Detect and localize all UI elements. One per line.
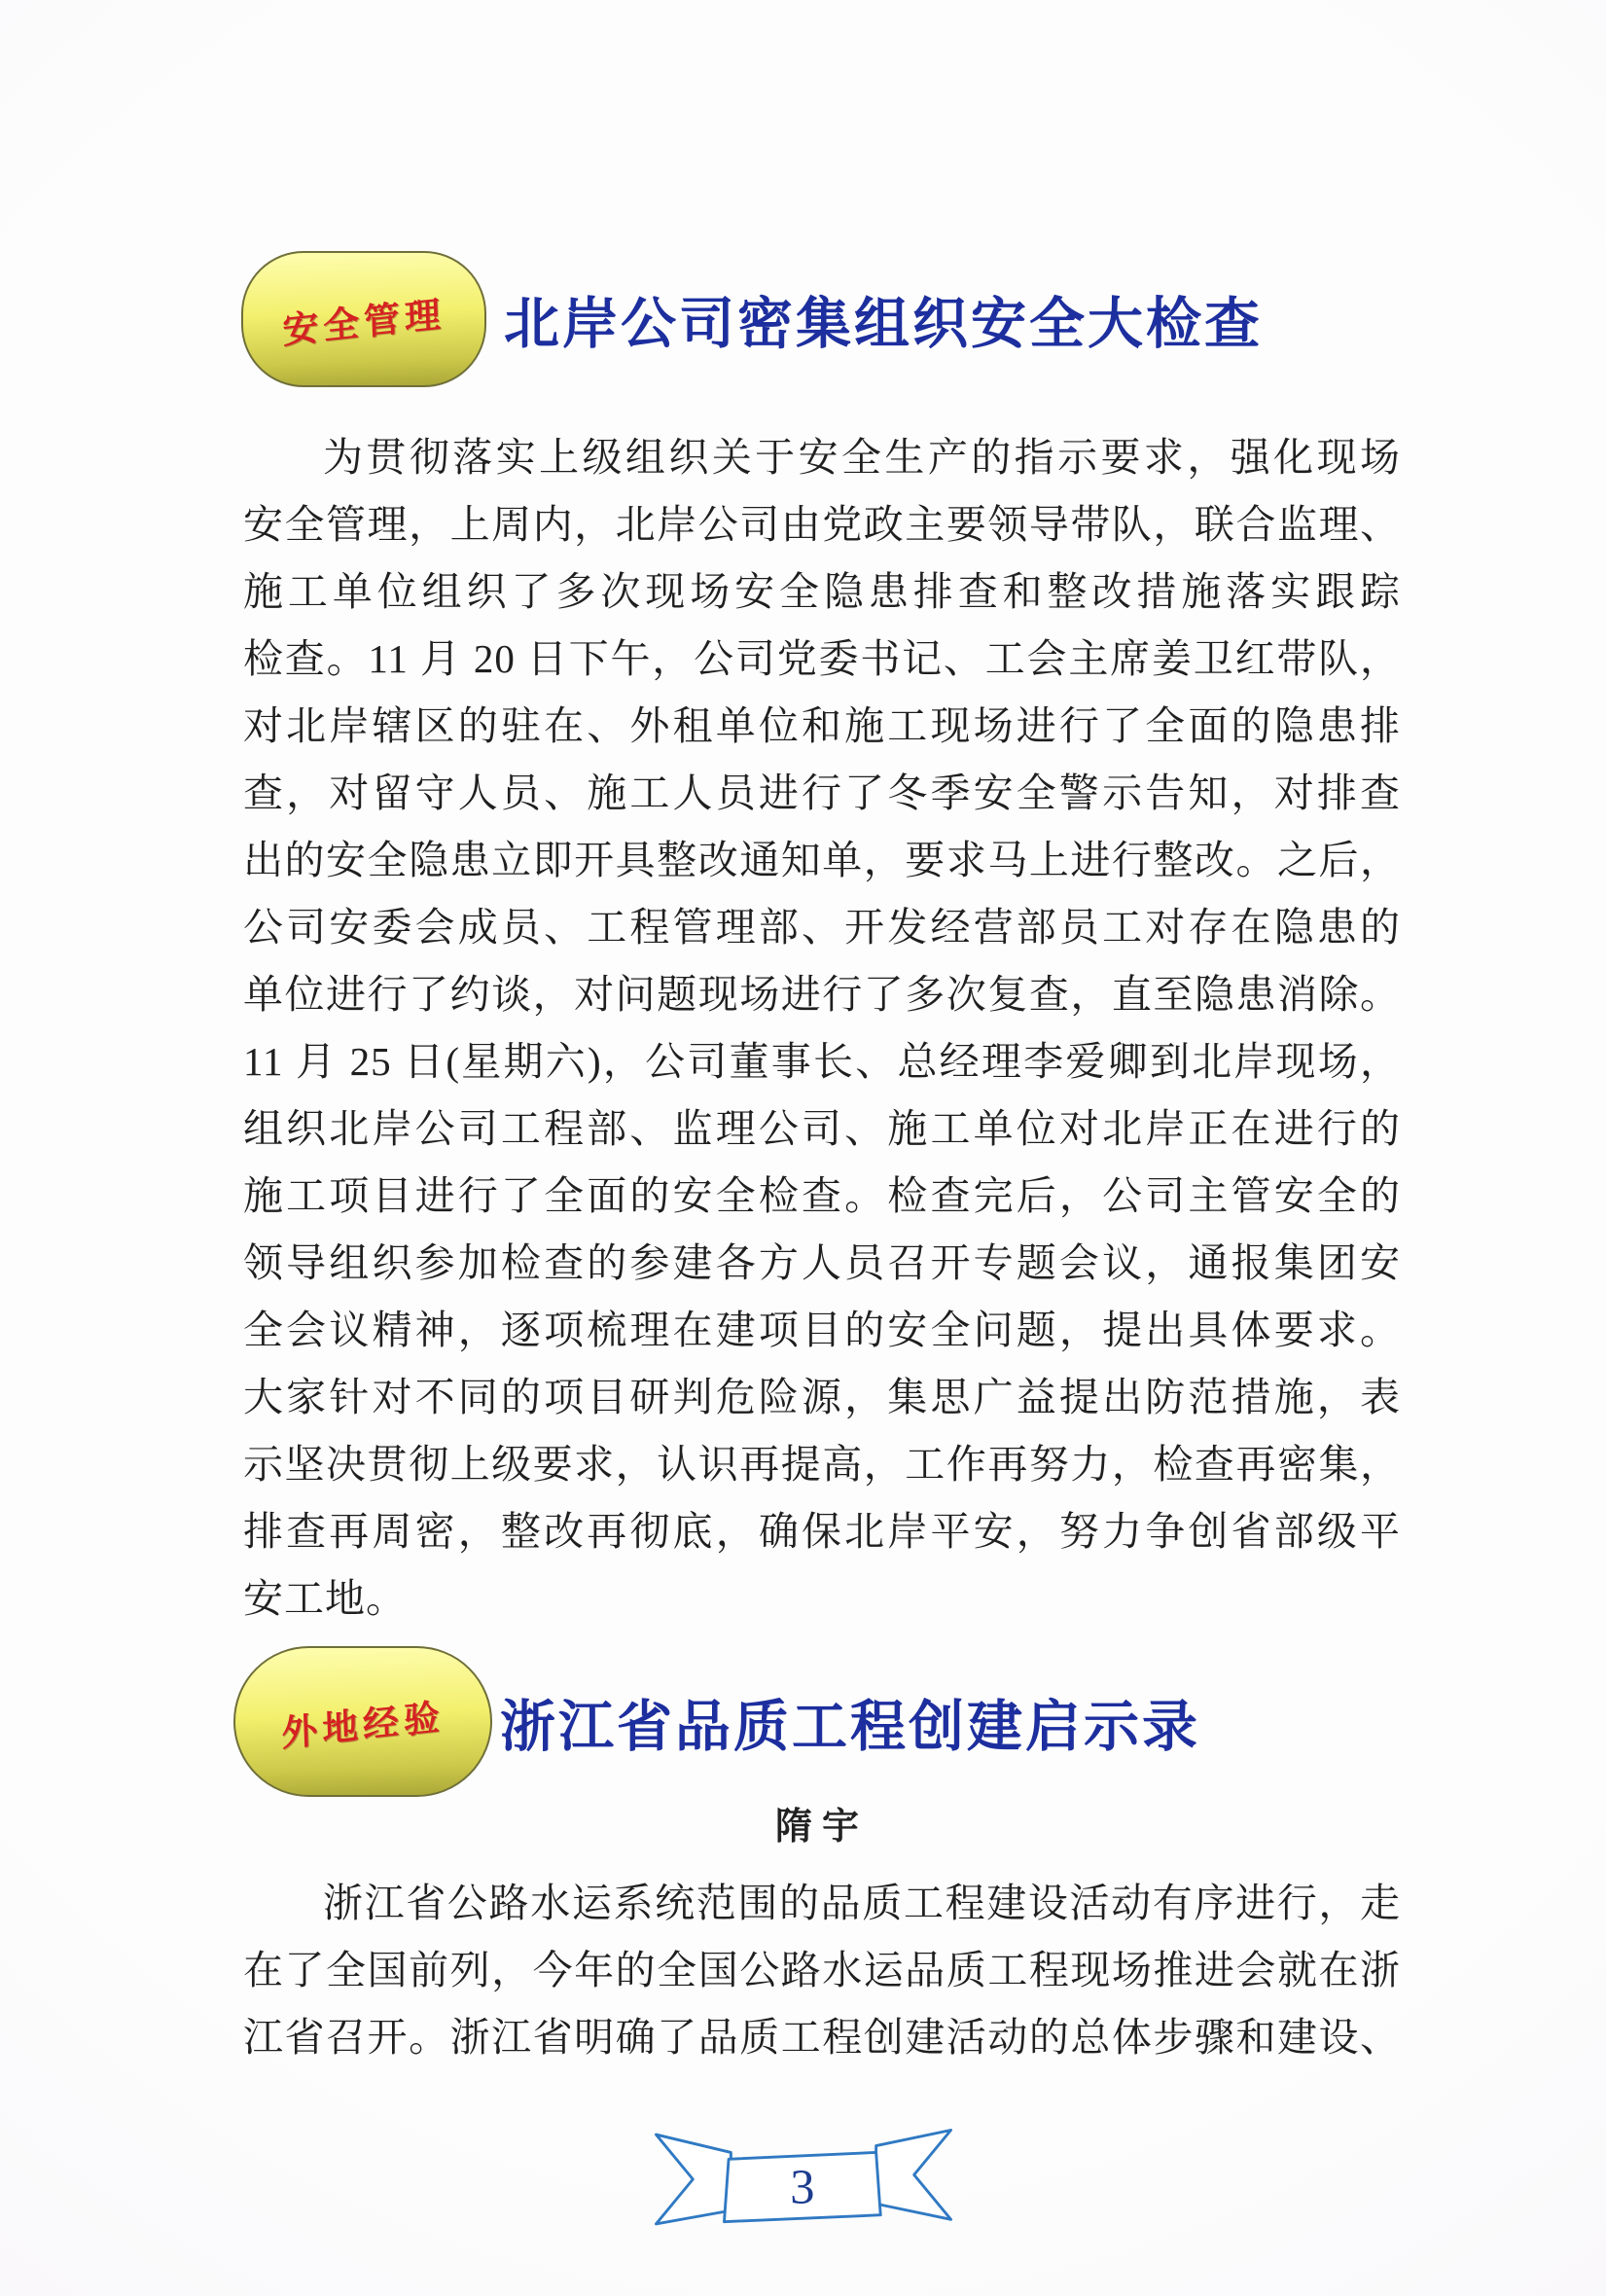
ribbon-banner-icon <box>653 2123 954 2236</box>
body-line: 检查。11 月 20 日下午，公司党委书记、工会主席姜卫红带队， <box>243 636 1401 681</box>
body-line: 浙江省公路水运系统范围的品质工程建设活动有序进行，走 <box>323 1881 1401 1925</box>
page-number-ribbon <box>653 2123 954 2236</box>
body-line: 示坚决贯彻上级要求，认识再提高，工作再努力，检查再密集， <box>243 1442 1401 1487</box>
body-line: 大家针对不同的项目研判危险源，集思广益提出防范措施，表 <box>243 1375 1401 1419</box>
body-line: 排查再周密，整改再彻底，确保北岸平安，努力争创省部级平 <box>243 1509 1401 1554</box>
article-body <box>243 424 1401 1632</box>
author-name: 隋宇 <box>774 1807 869 1848</box>
section-2-header <box>233 1646 1200 1797</box>
section-badge-label: 外地经验 <box>280 1697 446 1755</box>
body-line: 施工单位组织了多次现场安全隐患排查和整改措施落实跟踪 <box>243 569 1401 614</box>
body-line: 安工地。 <box>243 1576 407 1621</box>
body-line: 单位进行了约谈，对问题现场进行了多次复查，直至隐患消除。 <box>243 972 1401 1017</box>
body-line: 组织北岸公司工程部、监理公司、施工单位对北岸正在进行的 <box>243 1106 1401 1151</box>
body-line: 11 月 25 日(星期六)，公司董事长、总经理李爱卿到北岸现场， <box>243 1039 1401 1084</box>
section-badge <box>241 251 486 387</box>
section-badge <box>233 1646 492 1797</box>
body-line: 安全管理，上周内，北岸公司由党政主要领导带队，联合监理、 <box>243 502 1401 547</box>
article-body <box>243 1870 1401 2071</box>
body-line: 为贯彻落实上级组织关于安全生产的指示要求，强化现场 <box>323 435 1401 480</box>
article-title: 浙江省品质工程创建启示录 <box>500 1696 1200 1758</box>
body-line: 对北岸辖区的驻在、外租单位和施工现场进行了全面的隐患排 <box>243 703 1401 748</box>
body-line: 公司安委会成员、工程管理部、开发经营部员工对存在隐患的 <box>243 905 1401 950</box>
section-badge-label: 安全管理 <box>281 295 446 352</box>
page-number: 3 <box>789 2160 814 2215</box>
body-line: 查，对留守人员、施工人员进行了冬季安全警示告知，对排查 <box>243 771 1401 815</box>
body-line: 在了全国前列，今年的全国公路水运品质工程现场推进会就在浙 <box>243 1948 1401 1992</box>
article-title: 北岸公司密集组织安全大检查 <box>504 294 1263 355</box>
body-line: 全会议精神，逐项梳理在建项目的安全问题，提出具体要求。 <box>243 1308 1401 1352</box>
section-1-header <box>241 251 1263 387</box>
body-line: 出的安全隐患立即开具整改通知单，要求马上进行整改。之后， <box>243 838 1401 882</box>
body-line: 施工项目进行了全面的安全检查。检查完后，公司主管安全的 <box>243 1173 1401 1218</box>
body-line: 江省召开。浙江省明确了品质工程创建活动的总体步骤和建设、 <box>243 2015 1401 2060</box>
body-line: 领导组织参加检查的参建各方人员召开专题会议，通报集团安 <box>243 1240 1401 1285</box>
